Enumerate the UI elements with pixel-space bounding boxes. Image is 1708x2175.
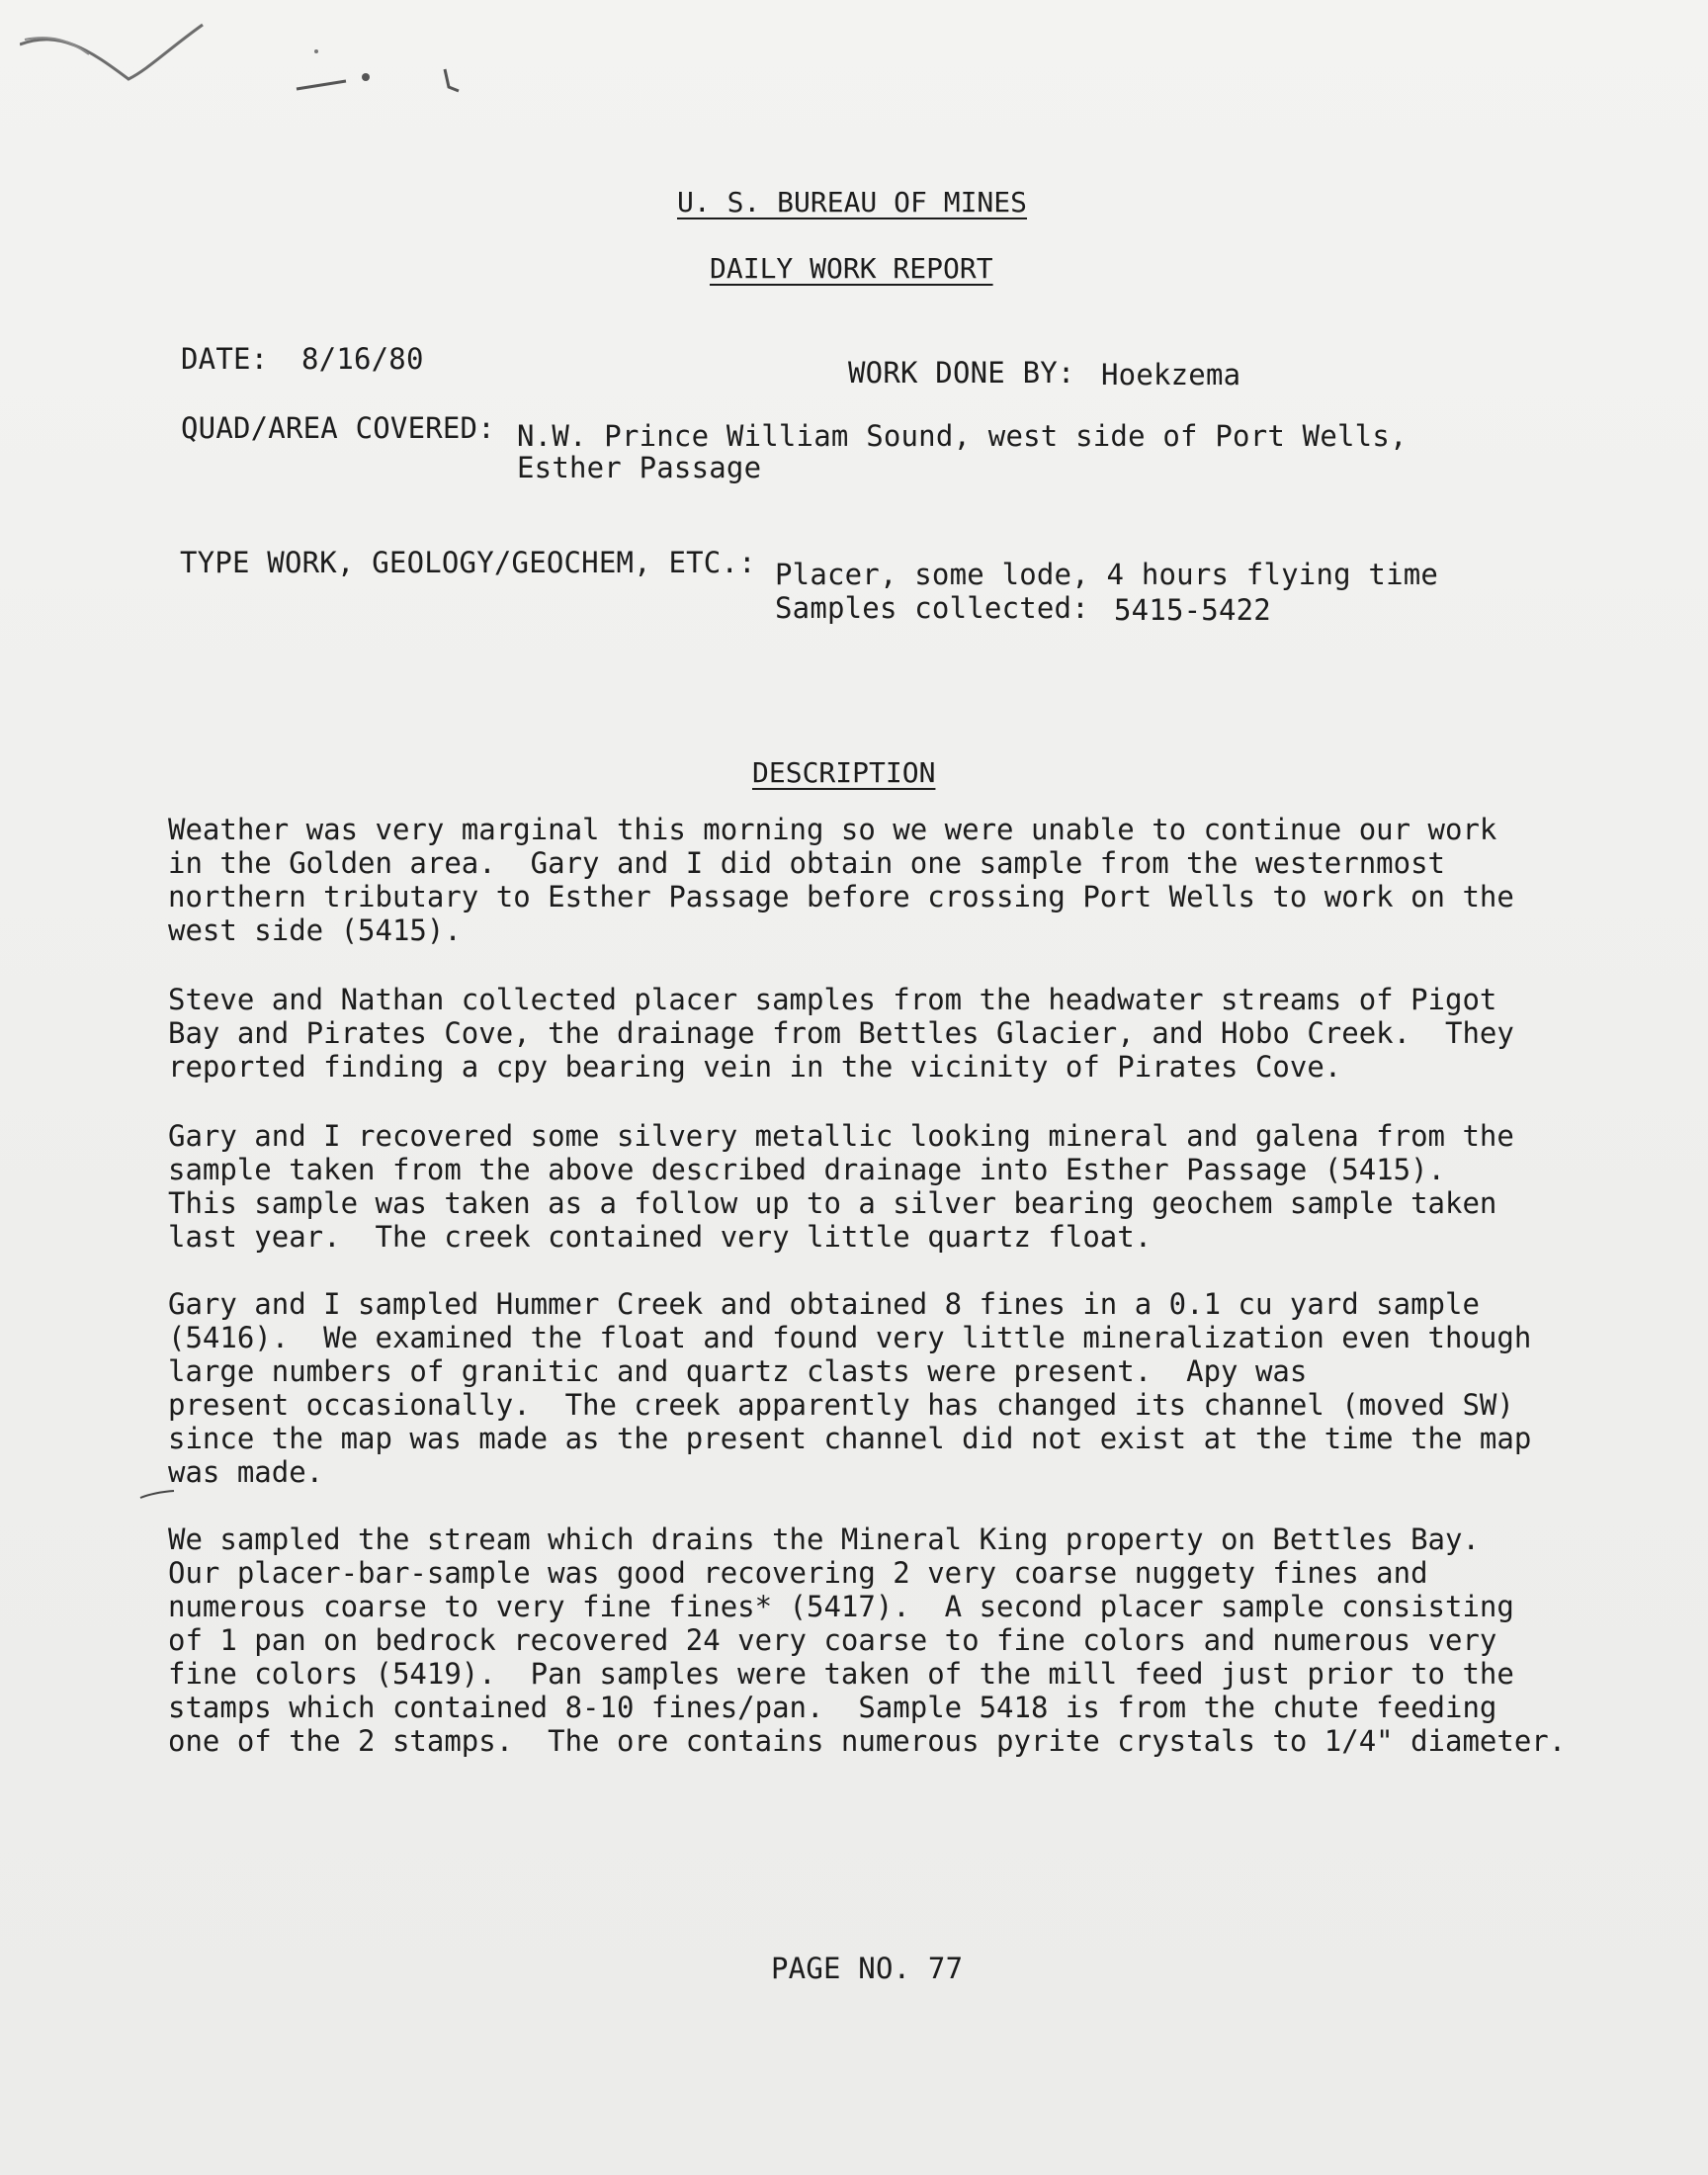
text-line: one of the 2 stamps. The ore contains numerous pyrite crystals to 1/4" diameter. [168, 1724, 1567, 1758]
area-label: QUAD/AREA COVERED: [181, 411, 495, 445]
text-line: of 1 pan on bedrock recovered 24 very coarse to fine colors and numerous very [168, 1623, 1497, 1657]
text-line: in the Golden area. Gary and I did obtain one sample from the westernmost [168, 846, 1446, 880]
description-paragraph [168, 1119, 1552, 1254]
text-line: northern tributary to Esther Passage before crossing Port Wells to work on the [168, 880, 1514, 914]
agency-heading: U. S. BUREAU OF MINES [677, 186, 1028, 218]
text-line: Weather was very marginal this morning so we were unable to continue our work [168, 813, 1497, 846]
description-paragraph [168, 813, 1552, 947]
text-line: Gary and I recovered some silvery metallic looking mineral and galena from the [168, 1119, 1514, 1153]
samples-collected-label: Samples collected: [775, 591, 1089, 625]
description-paragraph [168, 983, 1552, 1084]
text-line: present occasionally. The creek apparently has changed its channel (moved SW) [168, 1388, 1514, 1422]
date-value: 8/16/80 [301, 342, 424, 376]
work-done-by-label: WORK DONE BY: [848, 356, 1075, 390]
area-value-line2: Esther Passage [517, 451, 762, 484]
text-line: reported finding a cpy bearing vein in the vicinity of Pirates Cove. [168, 1050, 1342, 1084]
text-line: Steve and Nathan collected placer samples from the headwater streams of Pigot [168, 983, 1497, 1016]
text-line: Bay and Pirates Cove, the drainage from Bettles Glacier, and Hobo Creek. They [168, 1016, 1514, 1050]
description-paragraph [168, 1287, 1552, 1489]
corner-scuff-mark [20, 10, 474, 119]
work-done-by-value: Hoekzema [1101, 358, 1241, 392]
report-title: DAILY WORK REPORT [710, 252, 993, 285]
pen-stroke-mark [138, 1488, 178, 1502]
description-paragraph [168, 1522, 1567, 1758]
text-line: since the map was made as the present channel did not exist at the time the map [168, 1422, 1532, 1455]
text-line: numerous coarse to very fine fines* (5417). A second placer sample consisting [168, 1590, 1514, 1623]
text-line: sample taken from the above described drainage into Esther Passage (5415). [168, 1153, 1446, 1186]
text-line: west side (5415). [168, 914, 462, 947]
text-line: (5416). We examined the float and found very little mineralization even though [168, 1321, 1532, 1354]
text-line: We sampled the stream which drains the Mineral King property on Bettles Bay. [168, 1522, 1480, 1556]
type-work-label: TYPE WORK, GEOLOGY/GEOCHEM, ETC.: [180, 546, 756, 579]
text-line: fine colors (5419). Pan samples were taken of the mill feed just prior to the [168, 1657, 1514, 1691]
text-line: Our placer-bar-sample was good recovering 2 very coarse nuggety fines and [168, 1556, 1428, 1590]
text-line: was made. [168, 1455, 324, 1489]
type-work-value: Placer, some lode, 4 hours flying time [775, 558, 1439, 591]
page-number: PAGE NO. 77 [771, 1952, 964, 1985]
area-value-line1: N.W. Prince William Sound, west side of Port Wells, [517, 419, 1408, 453]
text-line: last year. The creek contained very little quartz float. [168, 1220, 1153, 1254]
text-line: This sample was taken as a follow up to a silver bearing geochem sample taken [168, 1186, 1497, 1220]
samples-collected-value: 5415-5422 [1114, 593, 1271, 627]
date-label: DATE: [181, 342, 269, 376]
description-heading: DESCRIPTION [752, 756, 936, 789]
text-line: large numbers of granitic and quartz clasts were present. Apy was [168, 1354, 1308, 1388]
text-line: Gary and I sampled Hummer Creek and obtained 8 fines in a 0.1 cu yard sample [168, 1287, 1480, 1321]
text-line: stamps which contained 8-10 fines/pan. Sample 5418 is from the chute feeding [168, 1691, 1497, 1724]
